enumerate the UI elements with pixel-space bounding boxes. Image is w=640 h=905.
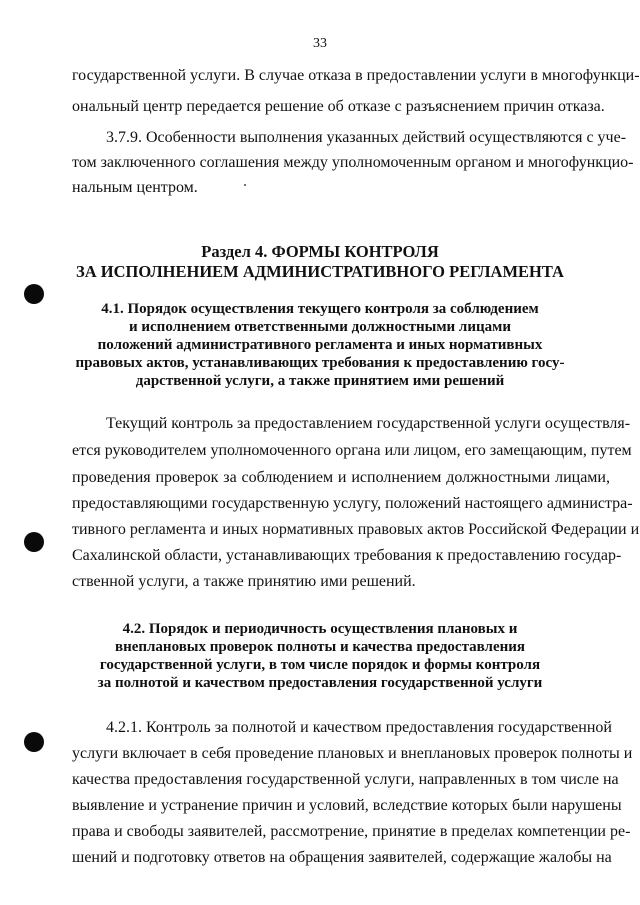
subsection-heading: положений административного регламента и иных нормативных xyxy=(97,337,543,353)
scan-speck xyxy=(244,184,246,186)
subsection-heading: правовых актов, устанавливающих требования к предоставлению госу- xyxy=(75,355,565,371)
paragraph-line: проведения проверок за соблюдением и исполнением должностными лицами, xyxy=(72,469,610,486)
paragraph-line: тивного регламента и иных нормативных правовых актов Российской Федерации и xyxy=(72,521,640,538)
paragraph-line: Сахалинской области, устанавливающих требования к предоставлению государ- xyxy=(72,547,622,564)
section-heading: ЗА ИСПОЛНЕНИЕМ АДМИНИСТРАТИВНОГО РЕГЛАМЕНТА xyxy=(76,262,564,281)
paragraph-line: том заключенного соглашения между уполномоченным органом и многофункцио- xyxy=(72,154,634,171)
section-heading: Раздел 4. ФОРМЫ КОНТРОЛЯ xyxy=(201,242,439,261)
subsection-heading: внеплановых проверок полноты и качества предоставления xyxy=(114,639,526,655)
paragraph-line: ственной услуги, а также принятию ими решений. xyxy=(72,573,416,590)
page-number: 33 xyxy=(313,36,327,51)
paragraph-line: шений и подготовку ответов на обращения заявителей, содержащие жалобы на xyxy=(72,849,612,866)
paragraph-line: 4.2.1. Контроль за полнотой и качеством предоставления государственной xyxy=(106,719,612,736)
paragraph-line: 3.7.9. Особенности выполнения указанных действий осуществляются с уче- xyxy=(106,129,627,146)
subsection-heading: дарственной услуги, а также принятием ими решений xyxy=(135,373,505,389)
subsection-heading: государственной услуги, в том числе порядок и формы контроля xyxy=(99,657,541,673)
paragraph-line: нальным центром. xyxy=(72,179,198,196)
paragraph-line: предоставляющими государственную услугу, положений настоящего администра- xyxy=(72,495,633,512)
paragraph-line: государственной услуги. В случае отказа в предоставлении услуги в многофункци- xyxy=(72,67,640,84)
paragraph-line: выявление и устранение причин и условий, вследствие которых были нарушены xyxy=(72,797,622,814)
subsection-heading: 4.1. Порядок осуществления текущего контроля за соблюдением xyxy=(101,301,539,317)
paragraph-line: качества предоставления государственной услуги, направленных в том числе на xyxy=(72,771,619,788)
paragraph-line: права и свободы заявителей, рассмотрение, принятие в пределах компетенции ре- xyxy=(72,823,631,840)
subsection-heading: и исполнением ответственными должностными лицами xyxy=(128,319,511,335)
punch-hole xyxy=(24,532,44,552)
paragraph-line: ется руководителем уполномоченного органа или лицом, его замещающим, путем xyxy=(72,442,632,459)
subsection-heading: за полнотой и качеством предоставления государственной услуги xyxy=(97,675,543,691)
punch-hole xyxy=(24,732,44,752)
paragraph-line: услуги включает в себя проведение плановых и внеплановых проверок полноты и xyxy=(72,745,633,762)
paragraph-line: ональный центр передается решение об отказе с разъяснением причин отказа. xyxy=(72,98,605,115)
paragraph-line: Текущий контроль за предоставлением государственной услуги осуществля- xyxy=(106,415,631,432)
subsection-heading: 4.2. Порядок и периодичность осуществления плановых и xyxy=(122,621,518,637)
